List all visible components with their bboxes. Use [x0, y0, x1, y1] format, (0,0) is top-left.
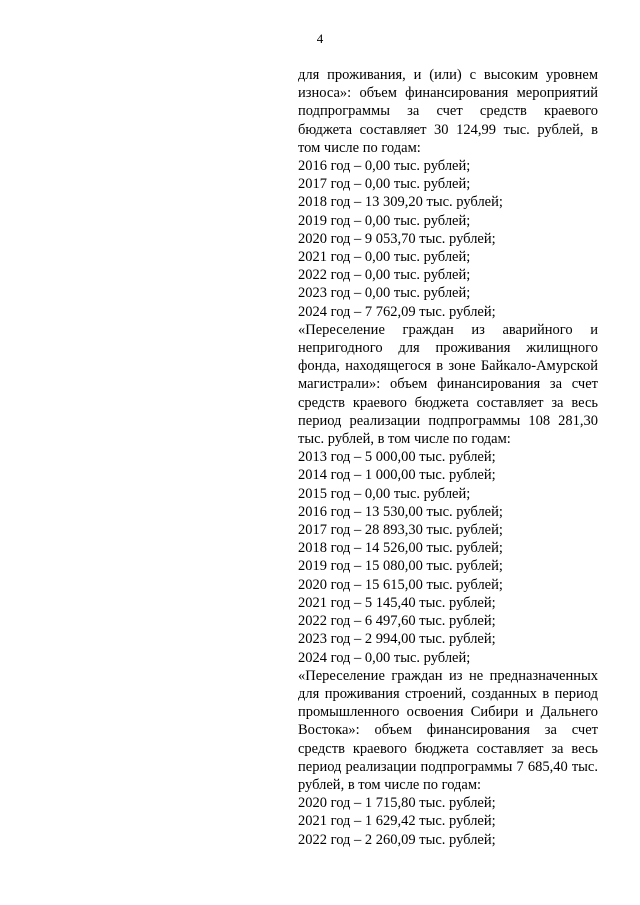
year-line: 2023 год – 0,00 тыс. рублей;: [298, 285, 471, 302]
year-line: 2016 год – 13 530,00 тыс. рублей;: [298, 503, 503, 520]
year-line: 2018 год – 14 526,00 тыс. рублей;: [298, 540, 503, 557]
year-line: 2022 год – 2 260,09 тыс. рублей;: [298, 831, 496, 848]
year-line: 2019 год – 15 080,00 тыс. рублей;: [298, 558, 503, 575]
year-line: 2021 год – 5 145,40 тыс. рублей;: [298, 594, 496, 611]
year-line: 2022 год – 0,00 тыс. рублей;: [298, 267, 471, 284]
year-line: 2014 год – 1 000,00 тыс. рублей;: [298, 467, 496, 484]
year-line: 2024 год – 0,00 тыс. рублей;: [298, 649, 471, 666]
year-line: 2022 год – 6 497,60 тыс. рублей;: [298, 613, 496, 630]
year-line: 2021 год – 0,00 тыс. рублей;: [298, 249, 471, 266]
year-list-block1: [298, 157, 598, 321]
year-line: 2021 год – 1 629,42 тыс. рублей;: [298, 813, 496, 830]
year-line: 2017 год – 28 893,30 тыс. рублей;: [298, 522, 503, 539]
page-number: 4: [316, 31, 324, 46]
year-line: 2023 год – 2 994,00 тыс. рублей;: [298, 631, 496, 648]
year-line: 2018 год – 13 309,20 тыс. рублей;: [298, 194, 503, 211]
year-line: 2024 год – 7 762,09 тыс. рублей;: [298, 303, 496, 320]
year-line: 2015 год – 0,00 тыс. рублей;: [298, 485, 471, 502]
year-line: 2016 год – 0,00 тыс. рублей;: [298, 158, 471, 175]
paragraph-block1: для проживания, и (или) с высоким уровнем износа»: объем финансирования мероприятий подпрограммы за счет средств краевого бюджета составляет 30 124,99 тыс. рублей, в том числе по годам:: [298, 67, 598, 156]
year-line: 2017 год – 0,00 тыс. рублей;: [298, 176, 471, 193]
text-column: [298, 66, 598, 849]
year-list-block2: [298, 448, 598, 666]
year-line: 2020 год – 1 715,80 тыс. рублей;: [298, 795, 496, 812]
year-line: 2020 год – 15 615,00 тыс. рублей;: [298, 576, 503, 593]
year-line: 2019 год – 0,00 тыс. рублей;: [298, 212, 471, 229]
paragraph-block2: «Переселение граждан из аварийного и непригодного для проживания жилищного фонда, находящегося в зоне Байкало-Амурской магистрали»: объем финансирования за счет средств краевого бюджета составляет за весь период реализации подпрограммы 108 281,30 тыс. рублей, в том числе по годам:: [298, 321, 598, 448]
paragraph-block3: «Переселение граждан из не предназначенных для проживания строений, созданных в период промышленного освоения Сибири и Дальнего Востока»: объем финансирования за счет средств краевого бюджета составляет за весь период реализации подпрограммы 7 685,40 тыс. рублей, в том числе по годам:: [298, 667, 598, 793]
year-list-block3: [298, 794, 598, 849]
year-line: 2013 год – 5 000,00 тыс. рублей;: [298, 449, 496, 466]
year-line: 2020 год – 9 053,70 тыс. рублей;: [298, 230, 496, 247]
